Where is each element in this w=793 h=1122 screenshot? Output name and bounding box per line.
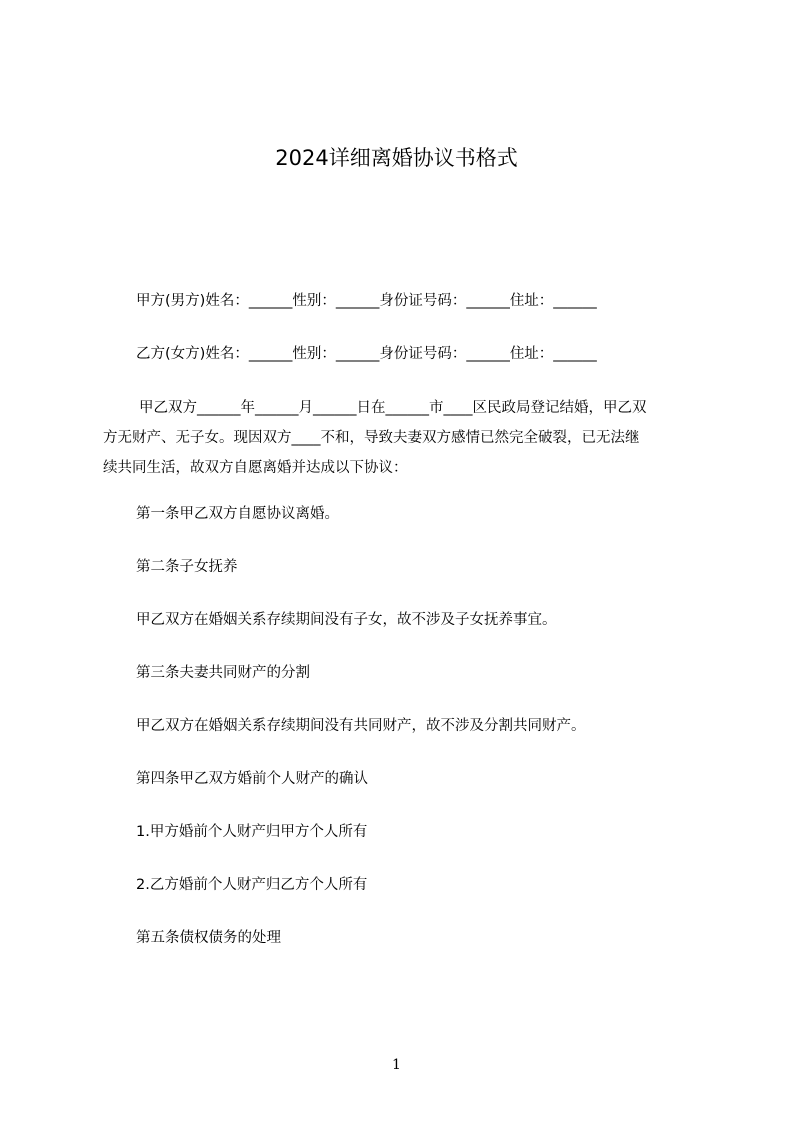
article-5-heading: 第五条债权债务的处理 bbox=[136, 930, 281, 946]
intro-line: 续共同生活，故双方自愿离婚并达成以下协议： bbox=[103, 460, 408, 476]
article-4-item-2: 2.乙方婚前个人财产归乙方个人所有 bbox=[136, 877, 368, 893]
article-4-item-1: 1.甲方婚前个人财产归甲方个人所有 bbox=[136, 824, 368, 840]
article-3-body: 甲乙双方在婚姻关系存续期间没有共同财产，故不涉及分割共同财产。 bbox=[136, 718, 586, 734]
article-2-body: 甲乙双方在婚姻关系存续期间没有子女，故不涉及子女抚养事宜。 bbox=[136, 612, 557, 628]
article-2-heading: 第二条子女抚养 bbox=[136, 559, 238, 575]
article-1: 第一条甲乙双方自愿协议离婚。 bbox=[136, 506, 339, 522]
document-title: 2024详细离婚协议书格式 bbox=[275, 146, 518, 170]
party-a-line: 甲方(男方)姓名：______性别：______身份证号码：______住址：______ bbox=[136, 293, 597, 309]
party-b-line: 乙方(女方)姓名：______性别：______身份证号码：______住址：______ bbox=[136, 346, 597, 362]
intro-line: 方无财产、无子女。现因双方____不和，导致夫妻双方感情已然完全破裂，已无法继 bbox=[103, 430, 640, 446]
page-number: 1 bbox=[392, 1057, 401, 1073]
article-4-heading: 第四条甲乙双方婚前个人财产的确认 bbox=[136, 771, 368, 787]
article-3-heading: 第三条夫妻共同财产的分割 bbox=[136, 665, 310, 681]
intro-paragraph bbox=[103, 393, 709, 483]
intro-line: 甲乙双方______年______月______日在______市____区民政局登记结婚，甲乙双 bbox=[139, 400, 647, 416]
